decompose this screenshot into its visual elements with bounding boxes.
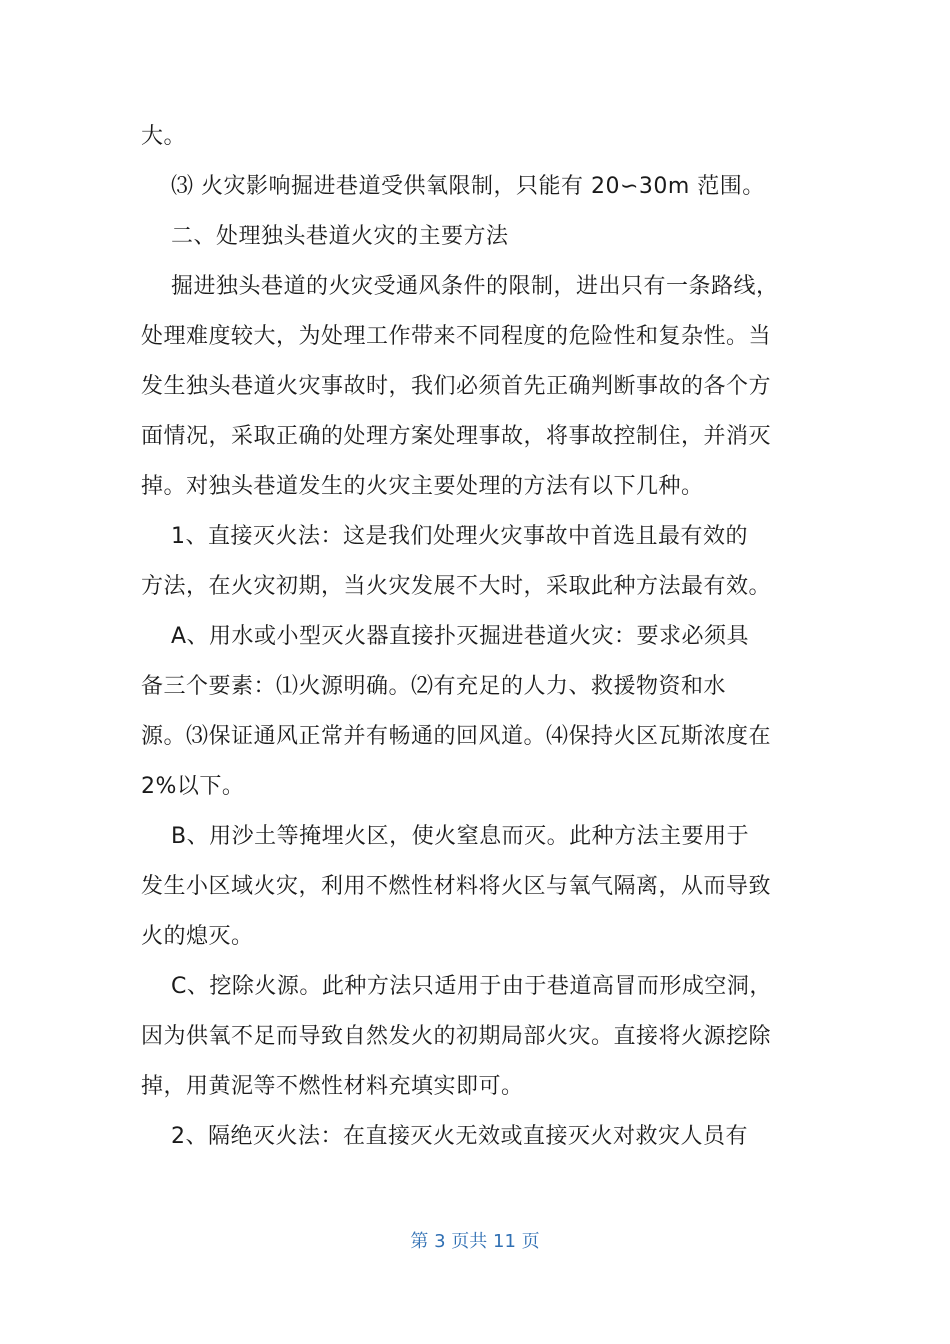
text-line: ⑶ 火灾影响掘进巷道受供氧限制，只能有 20∽30m 范围。 (141, 174, 765, 199)
text-line: B、用沙土等掩埋火区，使火窒息而灭。此种方法主要用于 (141, 824, 750, 849)
text-line: 2%以下。 (141, 774, 245, 799)
text-line: 发生独头巷道火灾事故时，我们必须首先正确判断事故的各个方 (141, 374, 772, 399)
text-line: 发生小区域火灾，利用不燃性材料将火区与氧气隔离，从而导致 (141, 874, 772, 899)
section-heading: 二、处理独头巷道火灾的主要方法 (141, 224, 509, 249)
text-line: 因为供氧不足而导致自然发火的初期局部火灾。直接将火源挖除 (141, 1024, 772, 1049)
text-line: 面情况，采取正确的处理方案处理事故，将事故控制住，并消灭 (141, 424, 772, 449)
text-line: 2、隔绝灭火法：在直接灭火无效或直接灭火对救灾人员有 (141, 1124, 748, 1149)
text-line: 方法，在火灾初期，当火灾发展不大时，采取此种方法最有效。 (141, 574, 772, 599)
text-line: 掉，用黄泥等不燃性材料充填实即可。 (141, 1074, 524, 1099)
text-line: 火的熄灭。 (141, 924, 254, 949)
text-line: C、挖除火源。此种方法只适用于由于巷道高冒而形成空洞， (141, 974, 772, 999)
text-line: 备三个要素：⑴火源明确。⑵有充足的人力、救援物资和水 (141, 674, 727, 699)
text-line: 掉。对独头巷道发生的火灾主要处理的方法有以下几种。 (141, 474, 704, 499)
text-line: 源。⑶保证通风正常并有畅通的回风道。⑷保持火区瓦斯浓度在 (141, 724, 772, 749)
page-number-footer: 第 3 页共 11 页 (410, 1231, 540, 1252)
text-line: A、用水或小型灭火器直接扑灭掘进巷道火灾：要求必须具 (141, 624, 750, 649)
text-line: 1、直接灭火法：这是我们处理火灾事故中首选且最有效的 (141, 524, 748, 549)
text-line: 掘进独头巷道的火灾受通风条件的限制，进出只有一条路线， (141, 274, 779, 299)
text-line: 大。 (141, 124, 187, 149)
text-line: 处理难度较大，为处理工作带来不同程度的危险性和复杂性。当 (141, 324, 772, 349)
